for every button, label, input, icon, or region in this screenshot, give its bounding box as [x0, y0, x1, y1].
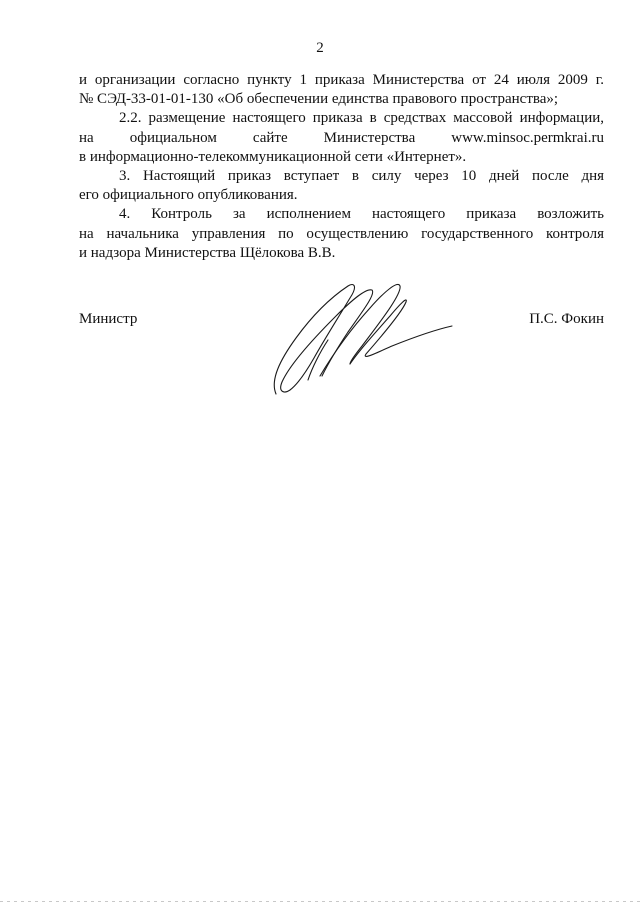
- text-line: № СЭД-33-01-01-130 «Об обеспечении единства правового пространства»;: [79, 91, 559, 108]
- text-line: 2.2. размещение настоящего приказа в средствах массовой информации,: [119, 110, 604, 127]
- document-body: [79, 71, 604, 263]
- text-line: его официального опубликования.: [79, 187, 298, 204]
- text-line: и надзора Министерства Щёлокова В.В.: [79, 244, 336, 261]
- text-line: в информационно-телекоммуникационной сети «Интернет».: [79, 148, 467, 165]
- handwritten-signature: [262, 276, 462, 401]
- page-number: 2: [316, 40, 324, 56]
- text-line: на начальника управления по осуществлению государственного контроля: [79, 225, 604, 242]
- signatory-position: Министр: [79, 311, 138, 327]
- page-bottom-edge: [0, 901, 640, 902]
- text-line: и организации согласно пункту 1 приказа Министерства от 24 июля 2009 г.: [79, 72, 604, 88]
- signatory-name: П.С. Фокин: [529, 311, 604, 327]
- text-line: 3. Настоящий приказ вступает в силу через 10 дней после дня: [119, 167, 604, 184]
- text-line: 4. Контроль за исполнением настоящего приказа возложить: [119, 206, 604, 223]
- text-line: на официальном сайте Министерства www.minsoc.permkrai.ru: [79, 129, 604, 146]
